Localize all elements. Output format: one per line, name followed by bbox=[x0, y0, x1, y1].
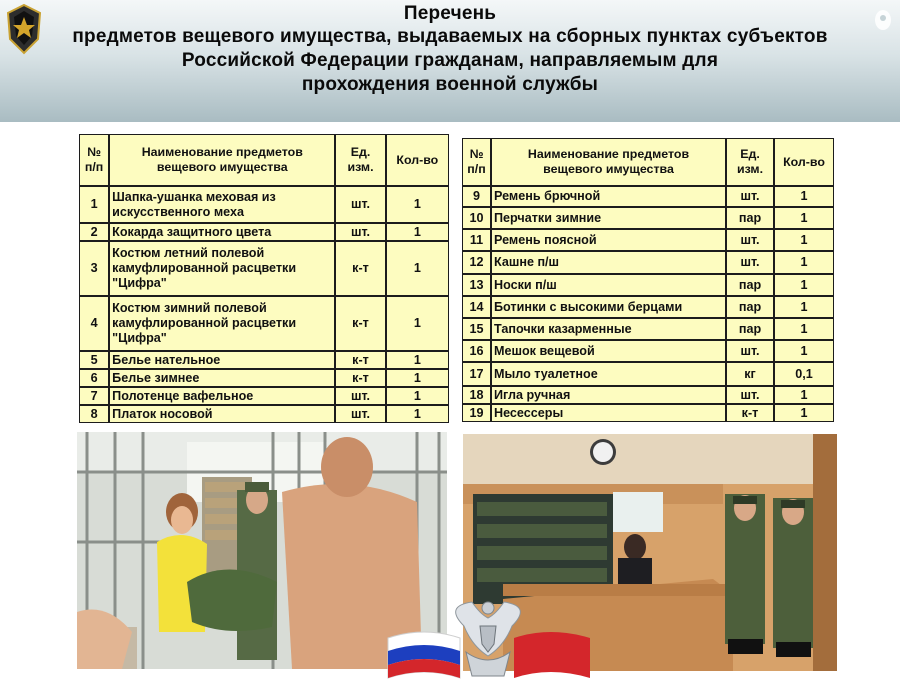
item-unit: к-т bbox=[335, 351, 385, 369]
corner-emblem-icon bbox=[873, 8, 893, 32]
title-line-2: предметов вещевого имущества, выдаваемых на сборных пунктах субъектов bbox=[72, 26, 828, 47]
item-name: Белье нательное bbox=[109, 351, 335, 369]
item-name: Игла ручная bbox=[491, 386, 726, 404]
table-row bbox=[462, 386, 834, 404]
table-row bbox=[79, 405, 449, 423]
item-quantity: 1 bbox=[386, 223, 449, 241]
item-quantity: 1 bbox=[774, 274, 834, 296]
item-quantity: 1 bbox=[386, 369, 449, 387]
row-number: 19 bbox=[462, 404, 491, 422]
item-unit: к-т bbox=[335, 241, 385, 296]
column-header-unit: Ед. изм. bbox=[726, 138, 774, 186]
item-name: Тапочки казарменные bbox=[491, 318, 726, 340]
item-name: Мыло туалетное bbox=[491, 362, 726, 386]
item-quantity: 1 bbox=[386, 351, 449, 369]
row-number: 18 bbox=[462, 386, 491, 404]
title-banner bbox=[0, 0, 900, 122]
item-quantity: 1 bbox=[386, 186, 449, 223]
row-number: 6 bbox=[79, 369, 109, 387]
row-number: 11 bbox=[462, 229, 491, 251]
row-number: 9 bbox=[462, 186, 491, 207]
item-quantity: 1 bbox=[774, 318, 834, 340]
item-unit: к-т bbox=[335, 296, 385, 351]
item-quantity: 1 bbox=[386, 241, 449, 296]
item-quantity: 1 bbox=[774, 186, 834, 207]
column-header-number: № п/п bbox=[462, 138, 491, 186]
item-name: Носки п/ш bbox=[491, 274, 726, 296]
item-unit: кг bbox=[726, 362, 774, 386]
item-quantity: 0,1 bbox=[774, 362, 834, 386]
table-row bbox=[79, 223, 449, 241]
item-unit: шт. bbox=[335, 186, 385, 223]
table-row bbox=[462, 274, 834, 296]
item-unit: шт. bbox=[335, 223, 385, 241]
item-name: Белье зимнее bbox=[109, 369, 335, 387]
row-number: 3 bbox=[79, 241, 109, 296]
row-number: 17 bbox=[462, 362, 491, 386]
item-name: Полотенце вафельное bbox=[109, 387, 335, 405]
title-line-4: прохождения военной службы bbox=[301, 74, 599, 95]
table-row bbox=[462, 318, 834, 340]
item-unit: пар bbox=[726, 207, 774, 229]
row-number: 7 bbox=[79, 387, 109, 405]
table-header-row bbox=[79, 134, 449, 186]
flag-and-double-headed-eagle-emblem bbox=[384, 596, 594, 681]
item-unit: шт. bbox=[726, 229, 774, 251]
item-unit: пар bbox=[726, 296, 774, 318]
item-name: Шапка-ушанка меховая из искусственного меха bbox=[109, 186, 335, 223]
item-quantity: 1 bbox=[386, 296, 449, 351]
row-number: 10 bbox=[462, 207, 491, 229]
column-header-name: Наименование предметов вещевого имущества bbox=[109, 134, 335, 186]
item-name: Ремень брючной bbox=[491, 186, 726, 207]
item-unit: шт. bbox=[726, 251, 774, 274]
table-row bbox=[79, 351, 449, 369]
item-unit: к-т bbox=[726, 404, 774, 422]
row-number: 8 bbox=[79, 405, 109, 423]
item-quantity: 1 bbox=[774, 296, 834, 318]
title-line-3: Российской Федерации гражданам, направляемым для bbox=[181, 50, 719, 71]
row-number: 5 bbox=[79, 351, 109, 369]
table-row bbox=[462, 404, 834, 422]
column-header-name: Наименование предметов вещевого имущества bbox=[491, 138, 726, 186]
item-unit: к-т bbox=[335, 369, 385, 387]
item-name: Мешок вещевой bbox=[491, 340, 726, 362]
row-number: 4 bbox=[79, 296, 109, 351]
item-name: Ботинки с высокими берцами bbox=[491, 296, 726, 318]
item-name: Несессеры bbox=[491, 404, 726, 422]
item-unit: шт. bbox=[335, 405, 385, 423]
item-quantity: 1 bbox=[774, 404, 834, 422]
row-number: 13 bbox=[462, 274, 491, 296]
table-row bbox=[462, 362, 834, 386]
item-quantity: 1 bbox=[774, 386, 834, 404]
item-name: Ремень поясной bbox=[491, 229, 726, 251]
item-quantity: 1 bbox=[386, 405, 449, 423]
item-name: Перчатки зимние bbox=[491, 207, 726, 229]
item-name: Кашне п/ш bbox=[491, 251, 726, 274]
column-header-number: № п/п bbox=[79, 134, 109, 186]
table-row bbox=[79, 369, 449, 387]
table-header-row bbox=[462, 138, 834, 186]
column-header-qty: Кол-во bbox=[386, 134, 449, 186]
row-number: 1 bbox=[79, 186, 109, 223]
column-header-qty: Кол-во bbox=[774, 138, 834, 186]
table-row bbox=[79, 186, 449, 223]
item-quantity: 1 bbox=[774, 229, 834, 251]
item-quantity: 1 bbox=[774, 207, 834, 229]
item-unit: шт. bbox=[335, 387, 385, 405]
table-row bbox=[462, 340, 834, 362]
items-table-right bbox=[462, 138, 834, 422]
item-unit: пар bbox=[726, 274, 774, 296]
item-name: Кокарда защитного цвета bbox=[109, 223, 335, 241]
table-row bbox=[462, 251, 834, 274]
row-number: 2 bbox=[79, 223, 109, 241]
title-line-1: Перечень bbox=[403, 3, 497, 24]
item-quantity: 1 bbox=[774, 251, 834, 274]
item-unit: шт. bbox=[726, 340, 774, 362]
items-table-left bbox=[79, 134, 449, 423]
item-unit: шт. bbox=[726, 386, 774, 404]
table-row bbox=[79, 296, 449, 351]
item-quantity: 1 bbox=[774, 340, 834, 362]
table-row bbox=[462, 186, 834, 207]
table-row bbox=[79, 241, 449, 296]
table-row bbox=[462, 207, 834, 229]
item-unit: пар bbox=[726, 318, 774, 340]
table-row bbox=[462, 229, 834, 251]
row-number: 16 bbox=[462, 340, 491, 362]
row-number: 15 bbox=[462, 318, 491, 340]
item-name: Платок носовой bbox=[109, 405, 335, 423]
row-number: 14 bbox=[462, 296, 491, 318]
item-quantity: 1 bbox=[386, 387, 449, 405]
row-number: 12 bbox=[462, 251, 491, 274]
item-name: Костюм зимний полевой камуфлированной расцветки "Цифра" bbox=[109, 296, 335, 351]
item-name: Костюм летний полевой камуфлированной расцветки "Цифра" bbox=[109, 241, 335, 296]
item-unit: шт. bbox=[726, 186, 774, 207]
table-row bbox=[462, 296, 834, 318]
column-header-unit: Ед. изм. bbox=[335, 134, 385, 186]
table-row bbox=[79, 387, 449, 405]
